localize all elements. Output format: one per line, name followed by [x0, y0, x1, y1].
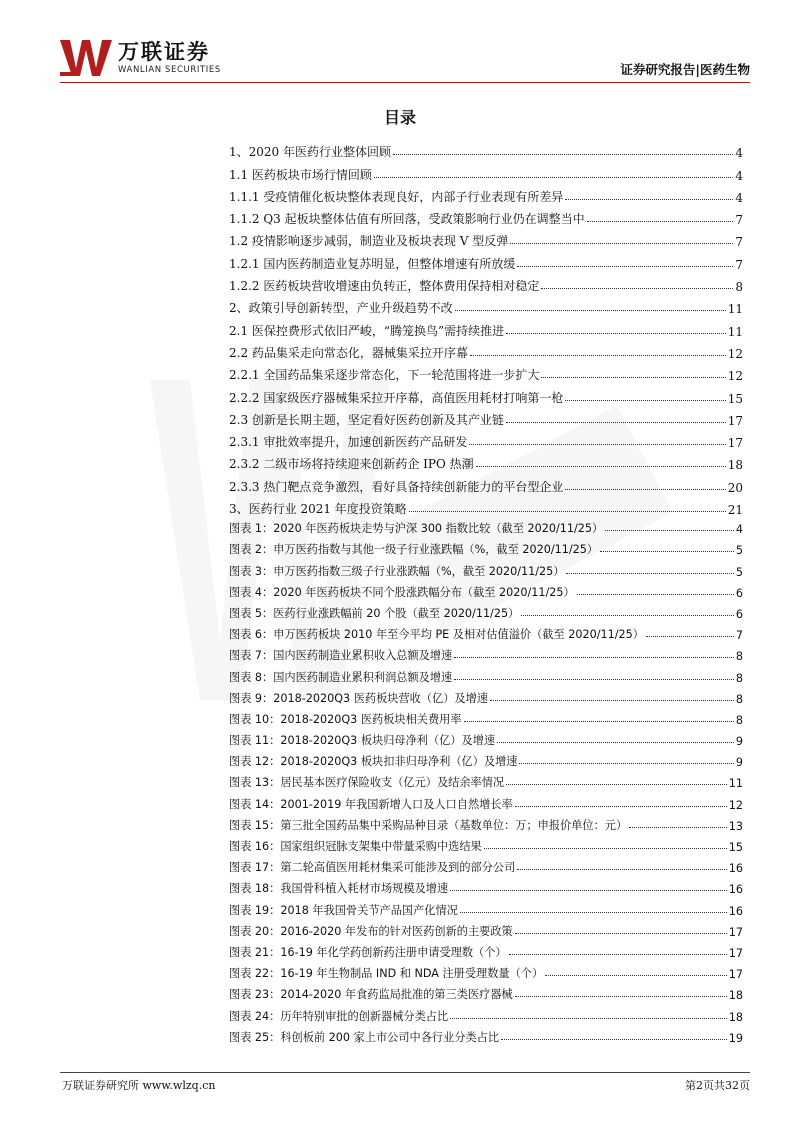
toc-entry-text: 2.2.2 国家级医疗器械集采拉开序幕，高值医用耗材打响第一枪: [229, 390, 564, 405]
figure-entry[interactable]: [229, 939, 743, 960]
toc-entry-text: 1.1.1 受疫情催化板块整体表现良好，内部子行业表现有所差异: [229, 189, 564, 204]
toc-entry-page: 17: [727, 436, 743, 451]
page-header: [60, 38, 750, 82]
dot-leader: [454, 679, 734, 680]
figure-entry[interactable]: [229, 833, 743, 854]
figure-entry-page: 15: [728, 841, 743, 854]
dot-leader: [565, 400, 725, 401]
toc-entry-text: 2.1 医保控费形式依旧严峻，“腾笼换鸟”需持续推进: [229, 323, 505, 338]
toc-entry-text: 1.1 医药板块市场行情回顾: [229, 167, 372, 182]
dot-leader: [476, 466, 726, 467]
dot-leader: [460, 912, 727, 913]
figure-entry-page: 17: [728, 968, 743, 982]
toc-entry[interactable]: [229, 472, 743, 494]
toc-entry[interactable]: [229, 272, 743, 294]
figure-entry[interactable]: [229, 685, 743, 706]
figure-entry-text: 图表 20：2016-2020 年发布的针对医药创新的主要政策: [229, 924, 513, 938]
figure-entry-page: 5: [735, 544, 743, 558]
figure-entry-page: 4: [735, 523, 743, 537]
dot-leader: [521, 615, 734, 616]
figure-entry-text: 图表 1：2020 年医药板块走势与沪深 300 指数比较（截至 2020/11/25）: [229, 522, 604, 536]
dot-leader: [565, 489, 725, 490]
table-of-contents: [229, 138, 743, 517]
figure-entry-text: 图表 21：16-19 年化学药创新药注册申请受理数（个）: [229, 945, 507, 959]
figure-entry-page: 9: [735, 756, 743, 770]
toc-entry[interactable]: [229, 495, 743, 517]
toc-entry-text: 2.3.1 审批效率提升，加速创新医药产品研发: [229, 435, 468, 450]
brand-name-en: WANLIAN SECURITIES: [118, 65, 221, 75]
toc-entry-text: 1.2.2 医药板块营收增速由负转正，整体费用保持相对稳定: [229, 279, 540, 294]
toc-entry-text: 2.3.2 二级市场将持续迎来创新药企 IPO 热潮: [229, 457, 474, 472]
figure-entry-text: 图表 14：2001-2019 年我国新增人口及人口自然增长率: [229, 797, 513, 811]
toc-title: 目录: [383, 108, 416, 127]
dot-leader: [455, 310, 726, 311]
figure-entry[interactable]: [229, 642, 743, 663]
toc-entry-text: 3、医药行业 2021 年度投资策略: [229, 502, 407, 517]
figure-entry-text: 图表 12：2018-2020Q3 板块扣非归母净利（亿）及增速: [229, 755, 518, 769]
w-logo-icon: [60, 38, 112, 78]
figure-entry-text: 图表 7：国内医药制造业累积收入总额及增速: [229, 649, 453, 663]
toc-entry-text: 2.2.1 全国药品集采逐步常态化，下一轮范围将进一步扩大: [229, 368, 540, 383]
dot-leader: [646, 636, 734, 637]
dot-leader: [629, 827, 727, 828]
dot-leader: [519, 763, 733, 764]
figure-entry-page: 18: [728, 989, 743, 1003]
toc-entry-text: 2.3.3 热门靶点竞争激烈，看好具备持续创新能力的平台型企业: [229, 479, 564, 494]
toc-entry-page: 4: [735, 168, 743, 183]
figure-entry-page: 8: [735, 671, 743, 685]
dot-leader: [509, 954, 727, 955]
figure-entry-text: 图表 10：2018-2020Q3 医药板块相关费用率: [229, 712, 462, 726]
dot-leader: [506, 333, 726, 334]
figure-entry[interactable]: [229, 769, 743, 790]
figure-entry[interactable]: [229, 1002, 743, 1023]
figure-entry-page: 16: [728, 904, 743, 918]
dot-leader: [517, 266, 733, 267]
toc-entry-page: 7: [735, 213, 743, 228]
toc-entry-page: 15: [727, 391, 743, 406]
dot-leader: [587, 221, 734, 222]
toc-entry-page: 18: [727, 458, 743, 473]
figure-entry[interactable]: [229, 875, 743, 896]
toc-entry-text: 2、政策引导创新转型，产业升级趋势不改: [229, 301, 453, 316]
figure-entry-text: 图表 4：2020 年医药板块不同个股涨跌幅分布（截至 2020/11/25）: [229, 585, 575, 599]
dot-leader: [470, 355, 726, 356]
dot-leader: [484, 848, 727, 849]
toc-entry[interactable]: [229, 383, 743, 405]
figure-entry-page: 8: [735, 713, 743, 727]
figure-entry-page: 6: [735, 586, 743, 600]
figure-entry-page: 19: [728, 1031, 743, 1045]
figure-entry[interactable]: [229, 621, 743, 642]
figure-entry-text: 图表 23：2014-2020 年食药监局批准的第三类医疗器械: [229, 988, 513, 1002]
figure-entry-text: 图表 25：科创板前 200 家上市公司中各行业分类占比: [229, 1030, 500, 1044]
toc-entry-text: 1.2 疫情影响逐步减弱，制造业及板块表现 V 型反弹: [229, 234, 509, 249]
figure-entry-text: 图表 6：申万医药板块 2010 年至今平均 PE 及相对估值溢价（截至 2020/11/25）: [229, 628, 644, 642]
figure-entry[interactable]: [229, 896, 743, 917]
dot-leader: [545, 975, 727, 976]
toc-entry-page: 11: [727, 302, 743, 317]
toc-entry-page: 4: [735, 146, 743, 161]
figure-entry[interactable]: [229, 706, 743, 727]
figure-entry[interactable]: [229, 960, 743, 981]
figure-entry-text: 图表 3：申万医药指数三级子行业涨跌幅（%，截至 2020/11/25）: [229, 564, 565, 578]
dot-leader: [506, 422, 726, 423]
figure-entry[interactable]: [229, 579, 743, 600]
dot-leader: [469, 444, 725, 445]
toc-entry-page: 20: [727, 480, 743, 495]
dot-leader: [497, 742, 734, 743]
toc-entry[interactable]: [229, 249, 743, 271]
figure-entry-page: 8: [735, 692, 743, 706]
toc-entry[interactable]: [229, 406, 743, 428]
dot-leader: [541, 288, 733, 289]
dot-leader: [454, 657, 734, 658]
dot-leader: [541, 377, 725, 378]
figure-entry-page: 5: [735, 565, 743, 579]
dot-leader: [565, 199, 733, 200]
figure-entry-page: 12: [728, 798, 743, 812]
figure-entry-text: 图表 11：2018-2020Q3 板块归母净利（亿）及增速: [229, 734, 496, 748]
dot-leader: [510, 243, 733, 244]
figure-entry-text: 图表 2：申万医药指数与其他一级子行业涨跌幅（%，截至 2020/11/25）: [229, 543, 599, 557]
figure-entry[interactable]: [229, 536, 743, 557]
figure-entry-page: 17: [728, 946, 743, 960]
figure-entry-page: 13: [728, 819, 743, 833]
figure-entry-text: 图表 19：2018 年我国骨关节产品国产化情况: [229, 903, 458, 917]
footer-divider: [60, 1072, 750, 1073]
figure-entry-text: 图表 17：第二轮高值医用耗材集采可能涉及到的部分公司: [229, 861, 516, 875]
figure-entry-page: 6: [735, 607, 743, 621]
toc-entry[interactable]: [229, 183, 743, 205]
toc-entry-text: 2.2 药品集采走向常态化，器械集采拉开序幕: [229, 345, 468, 360]
figure-entry-page: 16: [728, 883, 743, 897]
figure-entry-page: 8: [735, 650, 743, 664]
brand-logo: [60, 38, 280, 80]
figure-entry[interactable]: [229, 748, 743, 769]
toc-entry[interactable]: [229, 450, 743, 472]
figure-entry[interactable]: [229, 727, 743, 748]
dot-leader: [515, 806, 727, 807]
dot-leader: [409, 511, 726, 512]
dot-leader: [393, 154, 733, 155]
toc-entry-text: 1.2.1 国内医药制造业复苏明显，但整体增速有所放缓: [229, 256, 516, 271]
figure-entry[interactable]: [229, 663, 743, 684]
toc-entry[interactable]: [229, 227, 743, 249]
dot-leader: [450, 890, 727, 891]
figure-entry-text: 图表 22：16-19 年生物制品 IND 和 NDA 注册受理数量（个）: [229, 967, 544, 981]
figure-entry-page: 18: [728, 1010, 743, 1024]
toc-entry[interactable]: [229, 160, 743, 182]
dot-leader: [506, 784, 727, 785]
figure-list: [229, 515, 743, 1045]
figure-entry-text: 图表 15：第三批全国药品集中采购品种目录（基数单位：万；申报价单位：元）: [229, 818, 628, 832]
figure-entry[interactable]: [229, 515, 743, 536]
figure-entry-text: 图表 24：历年特别审批的创新器械分类占比: [229, 1009, 449, 1023]
dot-leader: [515, 933, 727, 934]
dot-leader: [464, 721, 734, 722]
toc-entry-page: 7: [735, 257, 743, 272]
toc-entry-page: 8: [735, 280, 743, 295]
toc-entry[interactable]: [229, 428, 743, 450]
figure-entry-text: 图表 16：国家组织冠脉支架集中带量采购中选结果: [229, 840, 482, 853]
toc-entry[interactable]: [229, 205, 743, 227]
brand-name-cn: 万联证券: [118, 40, 210, 64]
figure-entry-text: 图表 13：居民基本医疗保险收支（亿元）及结余率情况: [229, 776, 505, 790]
toc-entry[interactable]: [229, 294, 743, 316]
toc-entry-page: 12: [727, 346, 743, 361]
toc-entry-page: 11: [727, 324, 743, 339]
dot-leader: [566, 573, 733, 574]
toc-entry-page: 21: [727, 503, 743, 518]
toc-entry-page: 4: [735, 190, 743, 205]
toc-entry-text: 1、2020 年医药行业整体回顾: [229, 145, 391, 160]
toc-entry[interactable]: [229, 339, 743, 361]
figure-entry-text: 图表 18：我国骨科植入耗材市场规模及增速: [229, 882, 449, 896]
toc-entry[interactable]: [229, 361, 743, 383]
figure-entry[interactable]: [229, 790, 743, 811]
figure-entry-text: 图表 8：国内医药制造业累积利润总额及增速: [229, 670, 453, 684]
toc-entry-text: 2.3 创新是长期主题，坚定看好医药创新及其产业链: [229, 412, 504, 427]
dot-leader: [490, 700, 734, 701]
figure-entry-text: 图表 9：2018-2020Q3 医药板块营收（亿）及增速: [229, 691, 488, 705]
figure-entry[interactable]: [229, 918, 743, 939]
dot-leader: [515, 996, 727, 997]
figure-entry[interactable]: [229, 854, 743, 875]
dot-leader: [517, 869, 726, 870]
toc-entry-text: 1.1.2 Q3 起板块整体估值有所回落，受政策影响行业仍在调整当中: [229, 212, 585, 227]
figure-entry[interactable]: [229, 1024, 743, 1045]
figure-entry-page: 7: [735, 629, 743, 643]
page-number: 第2页共32页: [685, 1079, 750, 1092]
figure-entry-page: 9: [735, 735, 743, 749]
footer-source: 万联证券研究所 www.wlzq.cn: [62, 1079, 216, 1092]
dot-leader: [577, 594, 734, 595]
dot-leader: [501, 1039, 727, 1040]
dot-leader: [374, 177, 733, 178]
toc-entry-page: 17: [727, 413, 743, 428]
figure-entry[interactable]: [229, 981, 743, 1002]
dot-leader: [605, 530, 734, 531]
dot-leader: [450, 1018, 727, 1019]
toc-entry[interactable]: [229, 138, 743, 160]
figure-entry[interactable]: [229, 812, 743, 833]
figure-entry[interactable]: [229, 600, 743, 621]
figure-entry[interactable]: [229, 557, 743, 578]
header-divider: [60, 82, 750, 83]
toc-entry-page: 12: [727, 369, 743, 384]
figure-entry-page: 11: [728, 777, 743, 791]
figure-entry-page: 17: [728, 925, 743, 939]
toc-entry-page: 7: [735, 235, 743, 250]
toc-entry[interactable]: [229, 316, 743, 338]
report-category: 证券研究报告|医药生物: [620, 62, 750, 77]
dot-leader: [600, 551, 734, 552]
figure-entry-text: 图表 5：医药行业涨跌幅前 20 个股（截至 2020/11/25）: [229, 606, 520, 620]
figure-entry-page: 16: [728, 862, 743, 876]
